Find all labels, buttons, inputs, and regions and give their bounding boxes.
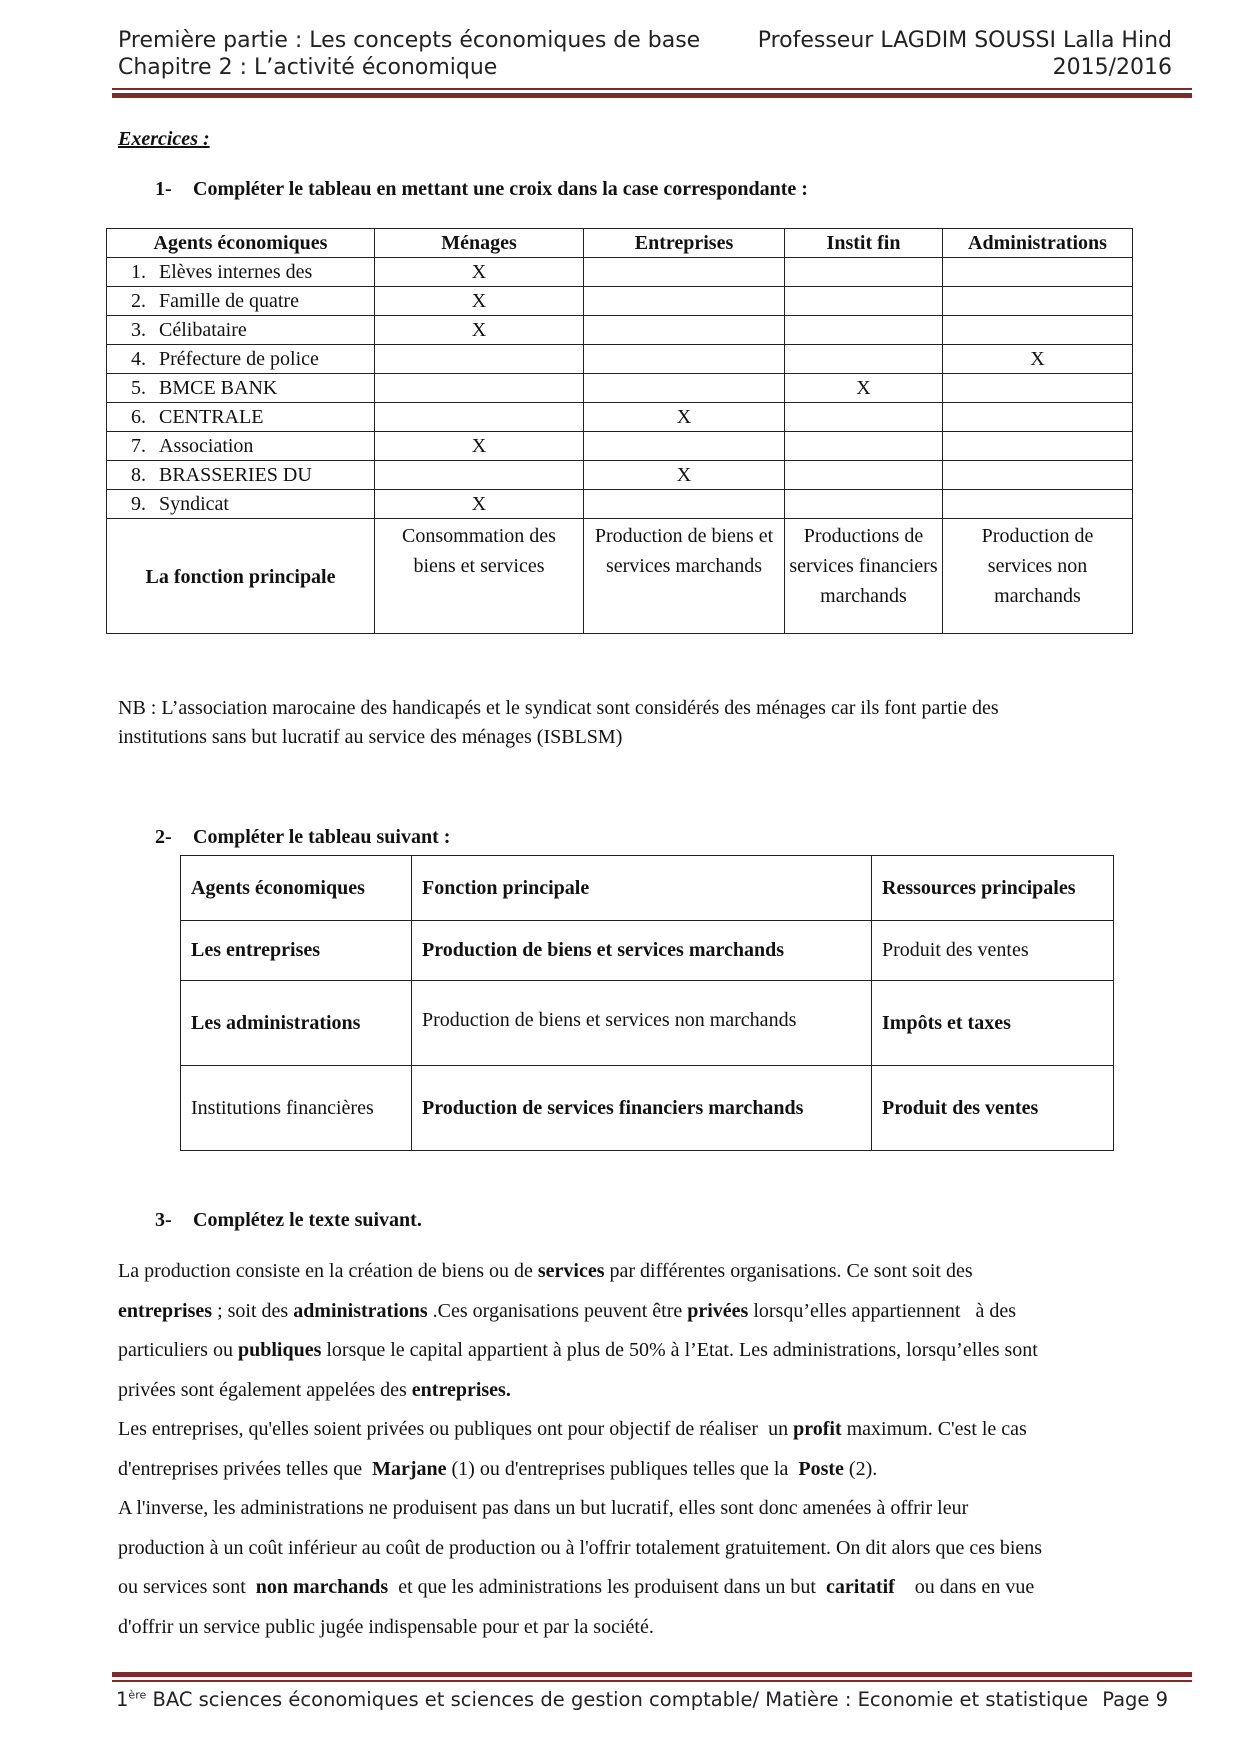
q1-mark-cell: X	[375, 258, 584, 287]
q1-mark-cell	[785, 461, 943, 490]
q1-agent-cell: 9. Syndicat	[107, 490, 375, 519]
q1-mark-cell: X	[584, 403, 785, 432]
q1-table-row	[107, 461, 1133, 490]
q1-mark-cell	[375, 374, 584, 403]
q1-table	[106, 228, 1133, 634]
q3-paragraph	[118, 1252, 1198, 1647]
q1-mark-cell	[785, 490, 943, 519]
q1-agent-cell: 4. Préfecture de police	[107, 345, 375, 374]
footer-rule-thin	[112, 1680, 1192, 1682]
q3-line: particuliers ou publiques lorsque le capital appartient à plus de 50% à l’Etat. Les administrations, lorsqu’elles sont	[118, 1339, 1038, 1361]
q1-col-agents: Agents économiques	[107, 229, 375, 258]
q2-agent: Les administrations	[181, 981, 412, 1066]
q1-agent-cell: 5. BMCE BANK	[107, 374, 375, 403]
q1-mark-cell: X	[584, 461, 785, 490]
q1-mark-cell: X	[375, 316, 584, 345]
q3-line: d'entreprises privées telles que Marjane (1) ou d'entreprises publiques telles que la Poste (2).	[118, 1457, 878, 1480]
header-right-line2: 2015/2016	[1052, 55, 1172, 80]
q1-mark-cell: X	[785, 374, 943, 403]
page-number: Page 9	[1102, 1688, 1168, 1711]
q1-agent-cell: 1. Elèves internes des	[107, 258, 375, 287]
q3-line: A l'inverse, les administrations ne produisent pas dans un but lucratif, elles sont donc amenées à offrir leur	[118, 1497, 969, 1519]
q2-row-entreprises	[181, 921, 1114, 981]
q1-mark-cell: X	[375, 287, 584, 316]
q1-mark-cell: X	[375, 432, 584, 461]
q2-fonction: Production de biens et services marchands	[412, 921, 872, 981]
q1-mark-cell	[785, 432, 943, 461]
q1-header-row	[107, 229, 1133, 258]
q2-row-institutions	[181, 1066, 1114, 1151]
q1-table-row	[107, 287, 1133, 316]
q1-mark-cell	[943, 287, 1133, 316]
q2-header-row	[181, 856, 1114, 921]
q1-table-row	[107, 432, 1133, 461]
q1-mark-cell	[943, 432, 1133, 461]
q1-table-row	[107, 403, 1133, 432]
q1-note-line1: NB : L’association marocaine des handicapés et le syndicat sont considérés des ménages car ils font partie des	[118, 697, 999, 719]
q1-mark-cell	[584, 374, 785, 403]
header-right-line1: Professeur LAGDIM SOUSSI Lalla Hind	[757, 28, 1172, 53]
q1-agent-cell: 8. BRASSERIES DU	[107, 461, 375, 490]
q1-agent-cell: 2. Famille de quatre	[107, 287, 375, 316]
q1-mark-cell	[943, 403, 1133, 432]
q1-mark-cell: X	[375, 490, 584, 519]
q1-note-line2: institutions sans but lucratif au service des ménages (ISBLSM)	[118, 726, 623, 748]
q3-line: Les entreprises, qu'elles soient privées ou publiques ont pour objectif de réaliser un profit maximum. C'est le cas	[118, 1418, 1027, 1440]
q2-agent: Les entreprises	[181, 921, 412, 981]
q1-agent-cell: 3. Célibataire	[107, 316, 375, 345]
q1-function-entreprises: Production de biens et services marchands	[584, 519, 785, 634]
q1-mark-cell	[785, 316, 943, 345]
q1-mark-cell	[785, 403, 943, 432]
header-left-line1: Première partie : Les concepts économiques de base	[118, 28, 701, 53]
q3-title: 3- Complétez le texte suivant.	[155, 1209, 422, 1231]
q2-agent: Institutions financières	[181, 1066, 412, 1151]
q1-function-row	[107, 519, 1133, 634]
q1-col-menages: Ménages	[375, 229, 584, 258]
q1-agent-cell: 7. Association	[107, 432, 375, 461]
q2-table	[180, 855, 1114, 1151]
q2-col-fonction: Fonction principale	[412, 856, 872, 921]
q3-line: d'offrir un service public jugée indispensable pour et par la société.	[118, 1615, 654, 1638]
q1-mark-cell	[785, 258, 943, 287]
q3-line: La production consiste en la création de biens ou de services par différentes organisations. Ce sont soit des	[118, 1260, 973, 1282]
q2-fonction: Production de services financiers marchands	[412, 1066, 872, 1151]
header-rule-thick	[112, 93, 1192, 98]
q1-mark-cell	[943, 374, 1133, 403]
q2-row-administrations	[181, 981, 1114, 1066]
q2-ressource: Impôts et taxes	[872, 981, 1114, 1066]
q1-mark-cell	[375, 461, 584, 490]
header-rule-thin	[112, 88, 1192, 90]
q1-col-entreprises: Entreprises	[584, 229, 785, 258]
q1-mark-cell	[943, 316, 1133, 345]
q2-ressource: Produit des ventes	[872, 921, 1114, 981]
q1-agent-cell: 6. CENTRALE	[107, 403, 375, 432]
q1-function-instit-fin: Productions de services financiers marchands	[785, 519, 943, 634]
q1-mark-cell	[375, 345, 584, 374]
q1-mark-cell	[584, 287, 785, 316]
q1-col-instit-fin: Instit fin	[785, 229, 943, 258]
q3-line: entreprises ; soit des administrations .Ces organisations peuvent être privées lorsqu’elles appartiennent à des	[118, 1299, 1017, 1322]
q1-mark-cell	[785, 345, 943, 374]
q1-mark-cell	[375, 403, 584, 432]
q1-function-administrations: Production de services non marchands	[943, 519, 1133, 634]
q2-fonction: Production de biens et services non marchands	[412, 981, 872, 1066]
q1-mark-cell	[943, 258, 1133, 287]
footer-rule-thick	[112, 1672, 1192, 1677]
q3-line: production à un coût inférieur au coût de production ou à l'offrir totalement gratuitement. On dit alors que ces biens	[118, 1536, 1043, 1559]
q3-line: ou services sont non marchands et que les administrations les produisent dans un but caritatif ou dans en vue	[118, 1576, 1035, 1598]
q1-mark-cell	[584, 432, 785, 461]
exercises-heading: Exercices :	[118, 128, 210, 150]
q1-function-label: La fonction principale	[107, 519, 375, 634]
q1-mark-cell	[584, 345, 785, 374]
q1-table-row	[107, 490, 1133, 519]
q1-table-row	[107, 374, 1133, 403]
q1-table-row	[107, 345, 1133, 374]
q1-function-menages: Consommation des biens et services	[375, 519, 584, 634]
q2-col-ressources: Ressources principales	[872, 856, 1114, 921]
q1-note	[118, 694, 999, 752]
q1-col-administrations: Administrations	[943, 229, 1133, 258]
q1-mark-cell	[943, 461, 1133, 490]
q1-table-row	[107, 316, 1133, 345]
q1-table-row	[107, 258, 1133, 287]
q1-mark-cell	[584, 490, 785, 519]
q3-line: privées sont également appelées des entreprises.	[118, 1378, 511, 1401]
header-left-line2: Chapitre 2 : L’activité économique	[118, 55, 498, 80]
q1-title: 1- Compléter le tableau en mettant une croix dans la case correspondante :	[155, 178, 808, 200]
q2-ressource: Produit des ventes	[872, 1066, 1114, 1151]
footer-text: 1ère BAC sciences économiques et sciences de gestion comptable/ Matière : Economie et statistique	[116, 1688, 1089, 1711]
q1-mark-cell	[943, 490, 1133, 519]
q1-mark-cell	[785, 287, 943, 316]
q1-mark-cell: X	[943, 345, 1133, 374]
q1-mark-cell	[584, 316, 785, 345]
q1-mark-cell	[584, 258, 785, 287]
q2-col-agents: Agents économiques	[181, 856, 412, 921]
q2-title: 2- Compléter le tableau suivant :	[155, 826, 451, 848]
